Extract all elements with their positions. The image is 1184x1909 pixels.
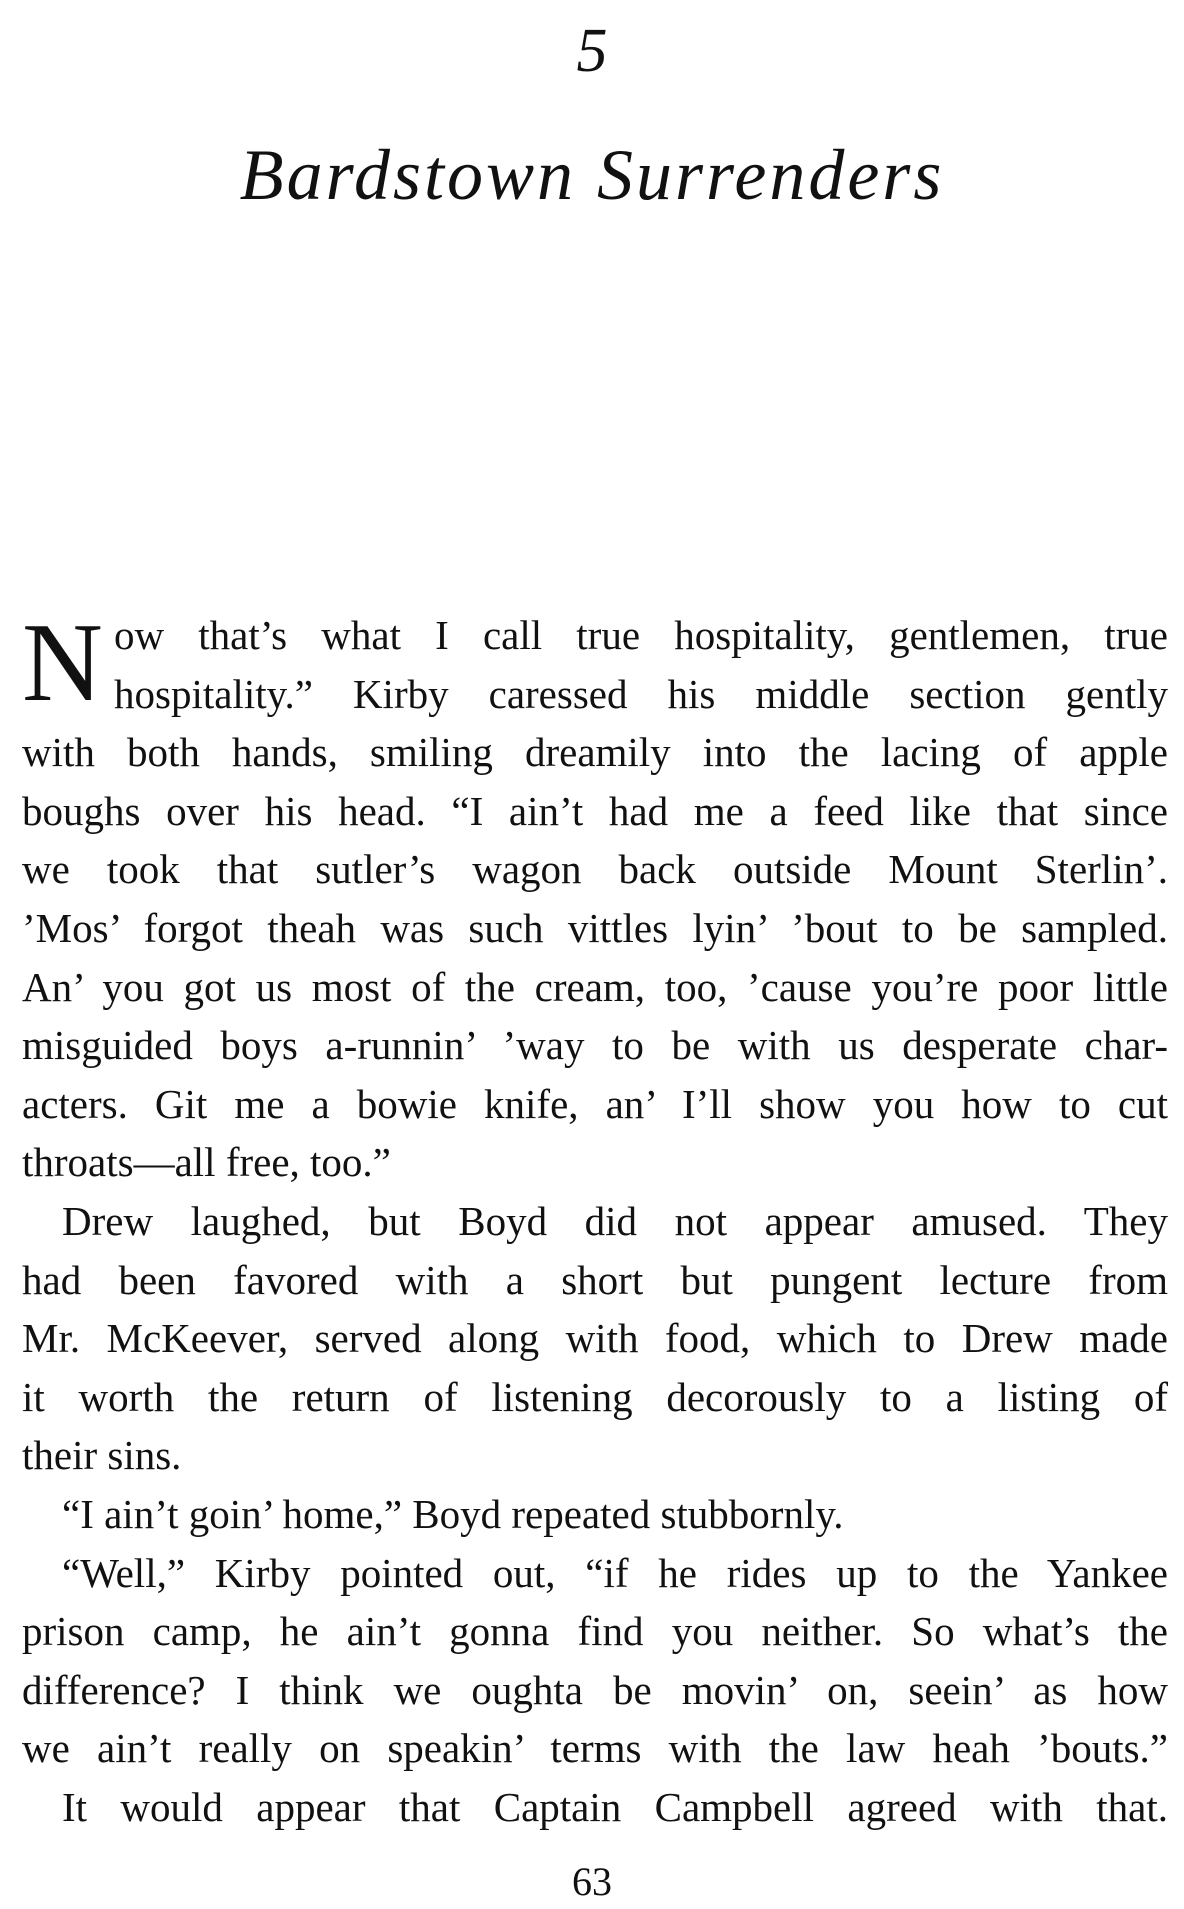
drop-cap: N (22, 601, 103, 725)
text-line: their sins. (22, 1432, 182, 1479)
text-line: had been favored with a short but pungent lecture from (22, 1256, 1168, 1303)
text-line: An’ you got us most of the cream, too, ’cause you’re poor little (22, 963, 1168, 1010)
text-line: throats—all free, too.” (22, 1139, 391, 1186)
text-line: hospitality.” Kirby caressed his middle section gently (114, 670, 1168, 717)
text-line: “I ain’t goin’ home,” Boyd repeated stubbornly. (62, 1490, 844, 1537)
text-line: with both hands, smiling dreamily into the lacing of apple (22, 729, 1168, 776)
text-line: Mr. McKeever, served along with food, which to Drew made (22, 1315, 1168, 1362)
page-number: 63 (572, 1859, 612, 1904)
text-line: “Well,” Kirby pointed out, “if he rides up to the Yankee (62, 1549, 1168, 1596)
text-line: ’Mos’ forgot theah was such vittles lyin’ ’bout to be sampled. (22, 904, 1168, 951)
chapter-number: 5 (576, 17, 608, 85)
text-line: boughs over his head. “I ain’t had me a feed like that since (22, 787, 1168, 834)
text-line: we took that sutler’s wagon back outside Mount Sterlin’. (22, 846, 1168, 893)
text-line: acters. Git me a bowie knife, an’ I’ll show you how to cut (22, 1080, 1168, 1127)
text-line: misguided boys a-runnin’ ’way to be with us desperate char- (22, 1022, 1168, 1069)
text-line-content: ow that’s what I call true hospitality, gentlemen, true (114, 612, 1168, 658)
text-line: prison camp, he ain’t gonna find you neither. So what’s the (22, 1608, 1168, 1655)
text-line: we ain’t really on speakin’ terms with the law heah ’bouts.” (22, 1725, 1168, 1772)
text-line: Drew laughed, but Boyd did not appear amused. They (62, 1197, 1168, 1244)
text-line: it worth the return of listening decorously to a listing of (22, 1373, 1168, 1420)
chapter-body (22, 601, 1168, 1836)
chapter-title: Bardstown Surrenders (239, 135, 945, 215)
text-line: difference? I think we oughta be movin’ on, seein’ as how (22, 1666, 1168, 1713)
text-line: It would appear that Captain Campbell agreed with that. (62, 1783, 1168, 1830)
